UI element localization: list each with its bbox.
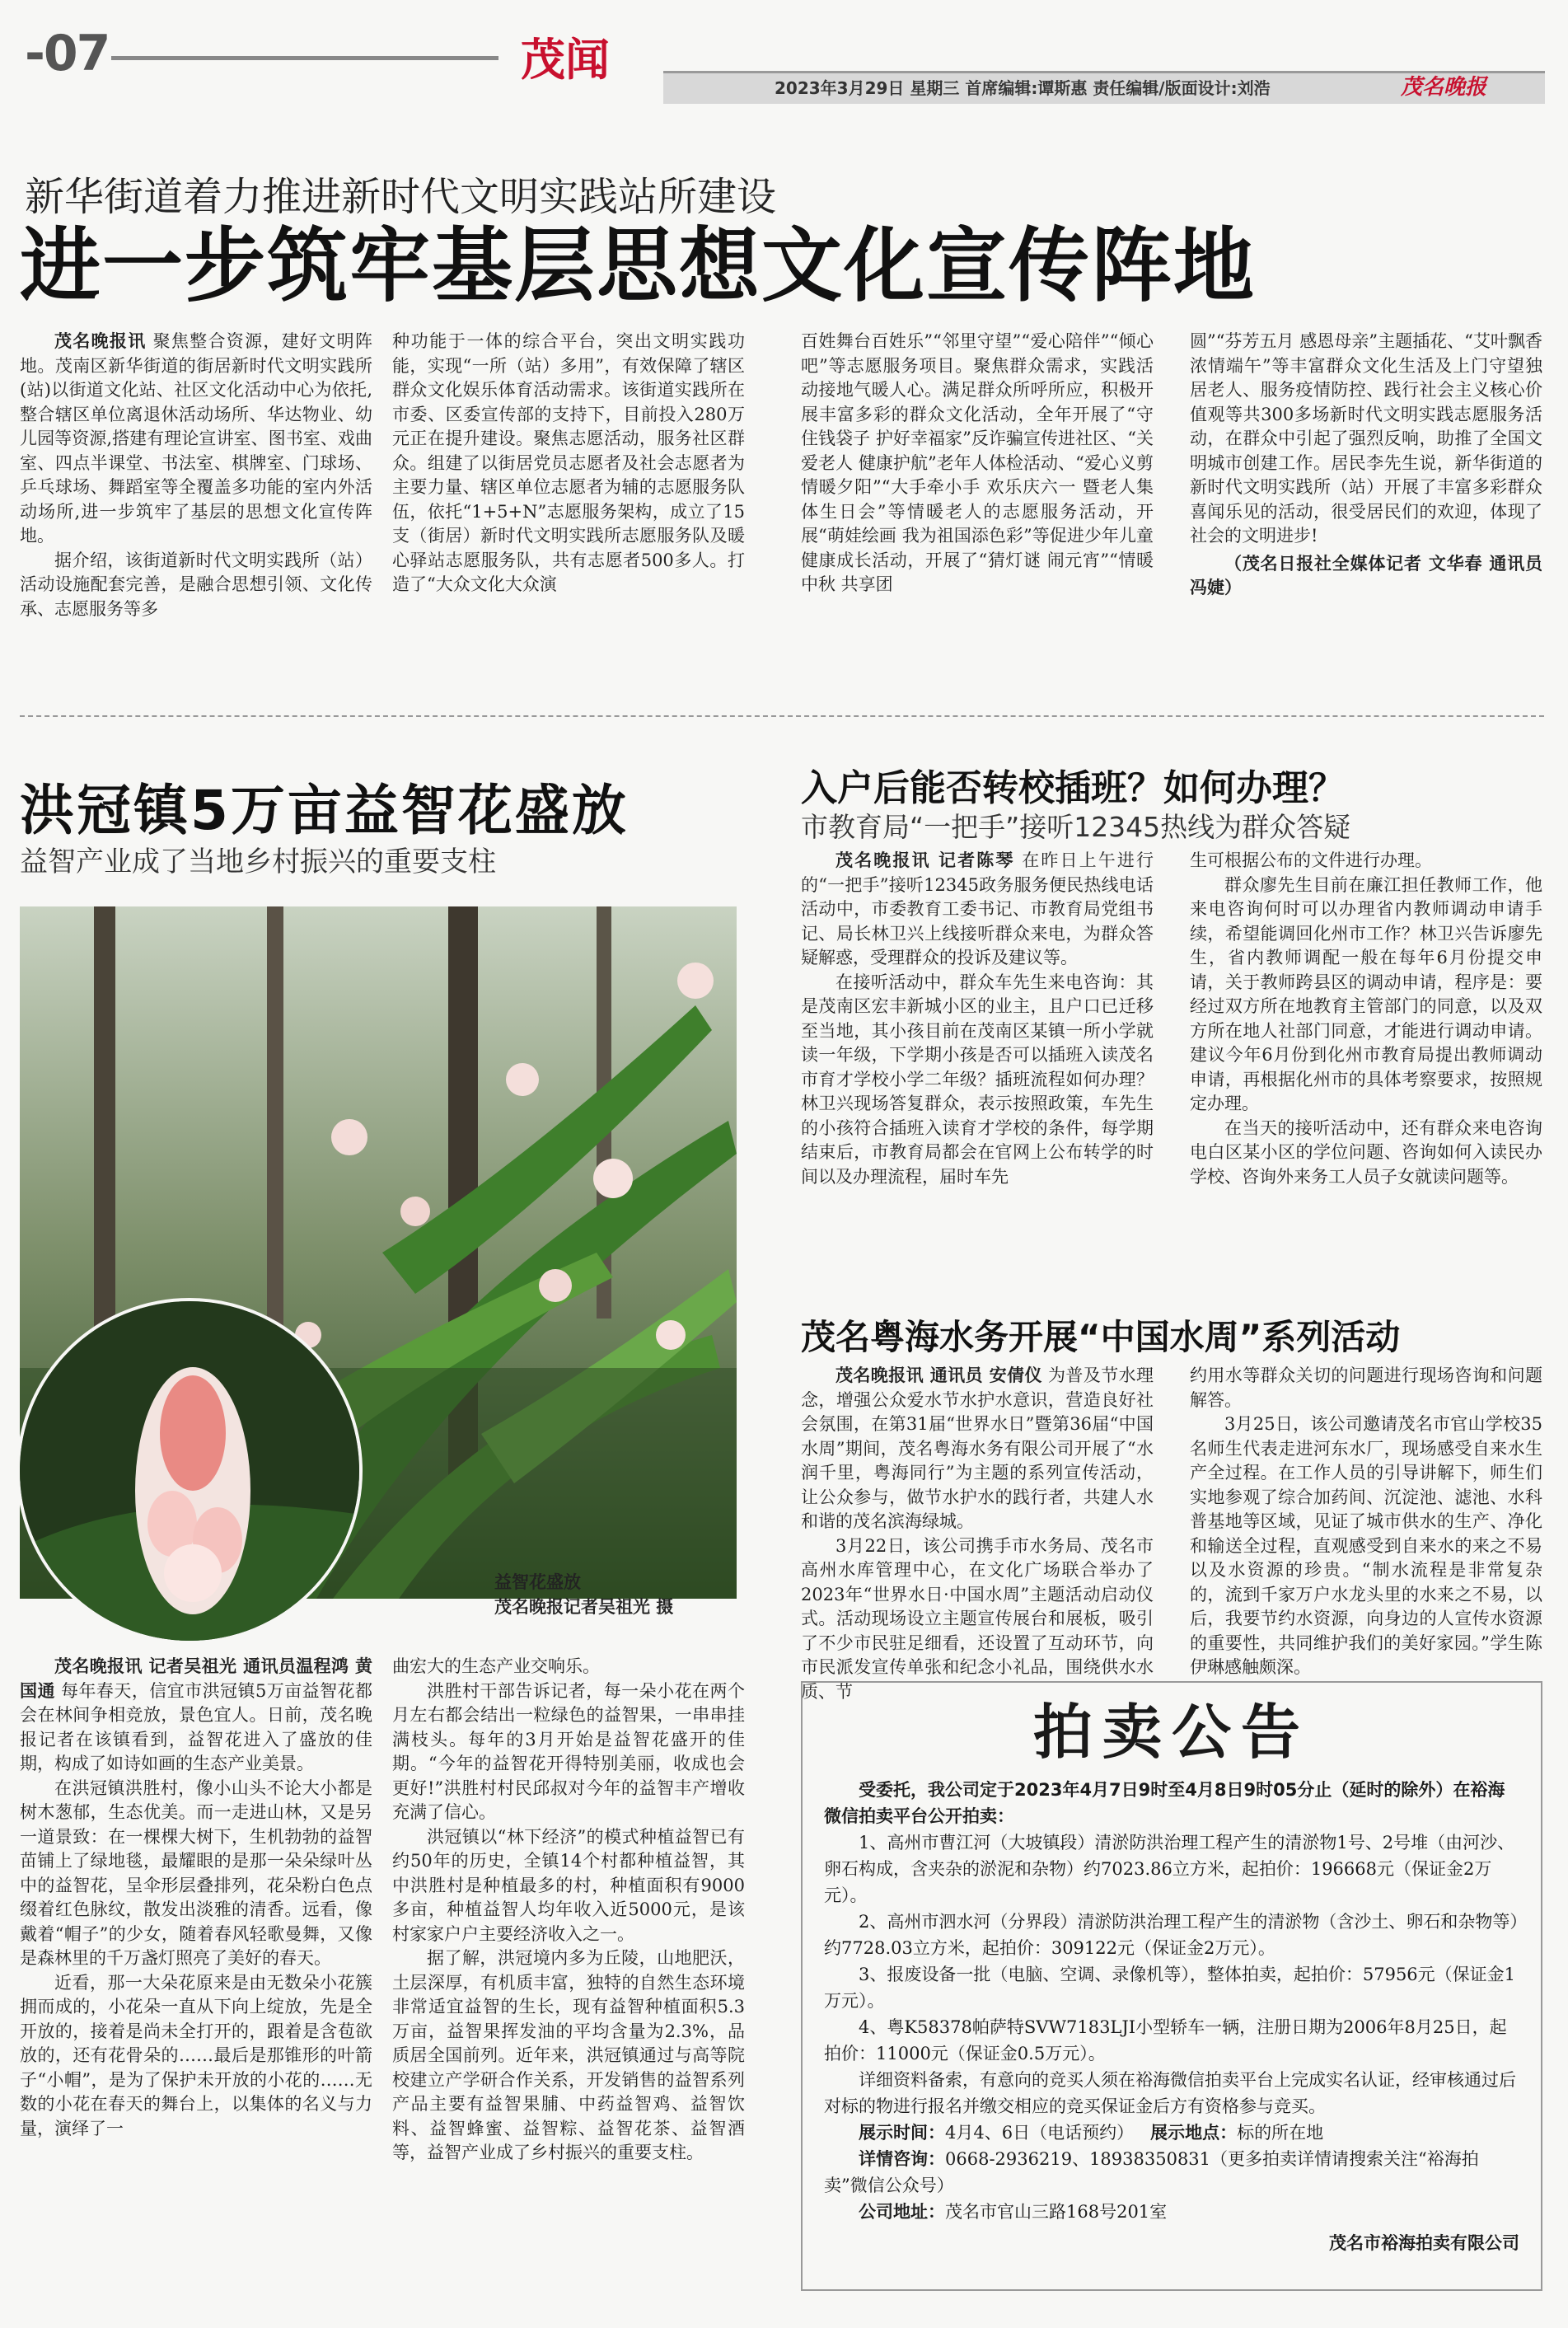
article3-column-1	[801, 849, 1154, 1189]
flower-closeup-photo	[16, 1298, 363, 1644]
article2-text-2d: 据了解，洪冠境内多为丘陵，山地肥沃，土层深厚，有机质丰富，独特的自然生态环境非常适宜益智的生长，现有益智种植面积5.3万亩，益智果挥发油的平均含量为2.3%，品质居全国前列。近年来，洪冠镇通过与高等院校建立产学研合作关系，开发销售的益智系列产品主要有益智果脯、中药益智鸡、益智饮料、益智蜂蜜、益智粽、益智花茶、益智酒等，益智产业成了乡村振兴的重要支柱。	[392, 1948, 745, 2162]
article4-text-2b: 3月25日，该公司邀请茂名市官山学校35名师生代表走进河东水厂，现场感受自来水生产全过程。在工作人员的引导讲解下，师生们实地参观了综合加药间、沉淀池、滤池、水科普基地等区域，见证了城市供水的生产、净化和输送全过程，直观感受到自来水的来之不易以及水资源的珍贵。“制水流程是非常复杂的，流到千家万户水龙头里的水来之不易，以后，我要节约水资源，向身边的人宣传水资源的重要性，共同维护我们的美好家园。”学生陈伊琳感触颇深。	[1190, 1414, 1542, 1677]
auction-item-4: 4、粤K58378帕萨特SVW7183LJI小型轿车一辆，注册日期为2006年8月25日，起拍价：11000元（保证金0.5万元）。	[824, 2017, 1507, 2063]
article2-text-1: 每年春天，信宜市洪冠镇5万亩益智花都会在林间争相竞放，景色宜人。日前，茂名晚报记者在该镇看到，益智花进入了盛放的佳期，构成了如诗如画的生态产业美景。	[20, 1680, 373, 1773]
article4-text-1b: 3月22日，该公司携手市水务局、茂名市高州水库管理中心，在文化广场联合举办了2023年“世界水日·中国水周”主题活动启动仪式。活动现场设立主题宣传展台和展板，吸引了不少市民驻足细看，还设置了互动环节，向市民派发宣传单张和纪念小礼品，围绕供水水质、节	[801, 1535, 1154, 1702]
article4-text-2a: 约用水等群众关切的问题进行现场咨询和问题解答。	[1190, 1365, 1542, 1410]
issue-info-bar: 2023年3月29日 星期三 首席编辑:谭斯惠 责任编辑/版面设计:刘浩	[663, 71, 1545, 104]
auction-title: 拍卖公告	[1032, 1698, 1310, 1767]
company-address: 茂名市官山三路168号201室	[945, 2202, 1168, 2222]
show-time: 4月4、6日（电话预约）	[945, 2123, 1135, 2143]
article2-subtitle: 益智产业成了当地乡村振兴的重要支柱	[20, 845, 496, 878]
article3-dateline: 茂名晚报讯 记者陈琴	[835, 850, 1015, 870]
article3-headline: 入户后能否转校插班？如何办理？	[801, 767, 1345, 809]
newspaper-logo: 茂名晚报	[1401, 75, 1487, 100]
auction-item-1: 1、高州市曹江河（大坡镇段）清淤防洪治理工程产生的清淤物1号、2号堆（由河沙、卵石构成，含夹杂的淤泥和杂物）约7023.86立方米，起拍价：196668元（保证金2万元）。	[824, 1833, 1515, 1905]
article1-byline: （茂名日报社全媒体记者 文华春 通讯员 冯婕）	[1190, 553, 1542, 597]
article3-text-1: 在昨日上午进行的“一把手”接听12345政务服务便民热线电话活动中，市委教育工委书记、市教育局党组书记、局长林卫兴上线接听群众来电，为群众答疑解惑，受理群众的投诉及建议等。	[801, 850, 1154, 967]
article3-column-2	[1190, 849, 1542, 1189]
article2-text-2b: 洪胜村干部告诉记者，每一朵小花在两个月左右都会结出一粒绿色的益智果，一串串挂满枝头。每年的3月开始是益智花盛开的佳期。“今年的益智花开得特别美丽，收成也会更好!”洪胜村村民邱叔对今年的益智丰产增收充满了信心。	[392, 1680, 745, 1822]
article4-column-1	[801, 1364, 1154, 1704]
article2-column-2	[392, 1655, 745, 2166]
article2-dateline: 茂名晚报讯 记者吴祖光 通讯员温程鸿 黄国通	[20, 1656, 372, 1701]
auction-note: 详细资料备索，有意向的竞买人须在裕海微信拍卖平台上完成实名认证，经审核通过后对标的物进行报名并缴交相应的竞买保证金后方有资格参与竞买。	[824, 2070, 1516, 2116]
article3-subtitle: 市教育局“一把手”接听12345热线为群众答疑	[801, 811, 1351, 843]
article1-column-1	[20, 330, 372, 621]
article1-column-2	[392, 330, 745, 597]
article1-text-1: 聚焦整合资源，建好文明阵地。茂南区新华街道的街居新时代文明实践所(站)以街道文化站、社区文化活动中心为依托,整合辖区单位离退休活动场所、华达物业、幼儿园等资源,搭建有理论宣讲室、图书室、戏曲室、四点半课堂、书法室、棋牌室、门球场、乒乓球场、舞蹈室等全覆盖多功能的室内外活动场所,进一步筑牢了基层的思想文化宣传阵地。	[20, 331, 372, 546]
auction-item-2: 2、高州市泗水河（分界段）清淤防洪治理工程产生的清淤物（含沙土、卵石和杂物等）约7728.03立方米，起拍价：309122元（保证金2万元）。	[824, 1912, 1519, 1958]
article4-dateline: 茂名晚报讯 通讯员 安倩仪	[835, 1365, 1042, 1385]
article2-headline: 洪冠镇5万亩益智花盛放	[20, 779, 629, 842]
article1-column-3	[801, 330, 1154, 597]
auction-item-3: 3、报废设备一批（电脑、空调、录像机等），整体拍卖，起拍价：57956元（保证金1万元）。	[824, 1965, 1516, 2011]
article2-text-2c: 洪冠镇以“林下经济”的模式种植益智已有约50年的历史，全镇14个村都种植益智，其中洪胜村是种植最多的村，种植面积有9000多亩，种植益智人均年收入近5000元，是该村家家户户主要经济收入之一。	[392, 1826, 745, 1944]
show-place: 标的所在地	[1237, 2123, 1324, 2143]
article1-headline: 进一步筑牢基层思想文化宣传阵地	[20, 219, 1257, 313]
article2-text-2a: 曲宏大的生态产业交响乐。	[392, 1656, 600, 1676]
auction-company: 茂名市裕海拍卖有限公司	[1329, 2233, 1519, 2253]
section-divider	[20, 715, 1544, 717]
article3-text-2c: 在当天的接听活动中，还有群众来电咨询电白区某小区的学位问题、咨询如何入读民办学校、咨询外来务工人员子女就读问题等。	[1190, 1117, 1542, 1187]
article1-text-2: 种功能于一体的综合平台，突出文明实践功能，实现“一所（站）多用”，有效保障了辖区群众文化娱乐体育活动需求。该街道实践所在市委、区委宣传部的支持下，目前投入280万元正在提升建设。聚焦志愿活动，服务社区群众。组建了以街居党员志愿者及社会志愿者为主要力量、辖区单位志愿者为辅的志愿服务队伍，依托“1+5+N”志愿服务架构，成立了15支（街居）新时代文明实践所志愿服务队及暖心驿站志愿服务队，共有志愿者500多人。打造了“大众文化大众演	[392, 331, 745, 594]
page-number: -07	[25, 25, 110, 82]
caption-credit: 茂名晚报记者吴祖光 摄	[494, 1597, 674, 1617]
article1-text-3: 百姓舞台百姓乐”“邻里守望”“爱心陪伴”“倾心吧”等志愿服务项目。聚焦群众需求，实践活动接地气暖人心。满足群众所呼所应，积极开展丰富多彩的群众文化活动，全年开展了“守住钱袋子 护好幸福家”反诈骗宣传进社区、“关爱老人 健康护航”老年人体检活动、“爱心义剪 情暖夕阳”“大手牵小手 欢乐庆六一 暨老人集体生日会”等情暖老人的志愿服务活动，开展“萌娃绘画 我为祖国添色彩”等促进少年儿童健康成长活动，开展了“猜灯谜 闹元宵”“情暖中秋 共享团	[801, 331, 1154, 594]
article1-subtitle: 新华街道着力推进新时代文明实践站所建设	[25, 174, 777, 220]
article1-column-4	[1190, 330, 1542, 601]
article1-text-1b: 据介绍，该街道新时代文明实践所（站）活动设施配套完善，是融合思想引领、文化传承、志愿服务等多	[20, 550, 372, 619]
show-place-label: 展示地点：	[1150, 2123, 1238, 2143]
article3-text-2b: 群众廖先生目前在廉江担任教师工作，他来电咨询何时可以办理省内教师调动申请手续，希望能调回化州市工作？林卫兴告诉廖先生，省内教师调配一般在每年6月份提交申请，关于教师跨县区的调动申请，程序是：要经过双方所在地教育主管部门的同意，以及双方所在地人社部门同意，才能进行调动申请。建议今年6月份到化州市教育局提出教师调动申请，再根据化州市的具体考察要求，按照规定办理。	[1190, 874, 1542, 1113]
article4-column-2	[1190, 1364, 1542, 1680]
article2-column-1	[20, 1655, 372, 2141]
article1-dateline: 茂名晚报讯	[54, 331, 147, 351]
show-time-label: 展示时间：	[859, 2123, 945, 2143]
article3-text-1b: 在接听活动中，群众车先生来电咨询：其是茂南区宏丰新城小区的业主，且户口已迁移至当地，其小孩目前在茂南区某镇一所小学就读一年级，下学期小孩是否可以插班入读茂名市育才学校小学二年级？插班流程如何办理？林卫兴现场答复群众，表示按照政策，车先生的小孩符合插班入读育才学校的条件，每学期结束后，市教育局都会在官网上公布转学的时间以及办理流程，届时车先	[801, 972, 1154, 1187]
contact-info: 0668-2936219、18938350831（更多拍卖详情请搜索关注“裕海拍卖”微信公众号）	[824, 2149, 1479, 2195]
section-name: 茂闻	[521, 33, 610, 86]
address-label: 公司地址：	[859, 2202, 945, 2222]
masthead-rule	[111, 56, 498, 60]
article1-text-4: 圆”“芬芳五月 感恩母亲”主题插花、“艾叶飘香 浓情端午”等丰富群众文化生活及上门守望独居老人、服务疫情防控、践行社会主义核心价值观等共300多场新时代文明实践志愿服务活动，在群众中引起了强烈反响，助推了全国文明城市创建工作。居民李先生说，新华街道的新时代文明实践所（站）开展了丰富多彩群众喜闻乐见的活动，很受居民们的欢迎，体现了社会的文明进步!	[1190, 331, 1542, 546]
caption-title: 益智花盛放	[494, 1572, 581, 1592]
auction-notice	[801, 1681, 1542, 2291]
contact-label: 详情咨询：	[859, 2149, 945, 2169]
article3-text-2a: 生可根据公布的文件进行办理。	[1190, 850, 1432, 870]
article4-headline: 茂名粤海水务开展“中国水周”系列活动	[801, 1317, 1401, 1357]
article4-text-1: 为普及节水理念，增强公众爱水节水护水意识，营造良好社会氛围，在第31届“世界水日”暨第36届“中国水周”期间，茂名粤海水务有限公司开展了“水润千里，粤海同行”为主题的系列宣传活动，让公众参与，做节水护水的践行者，共建人水和谐的茂名滨海绿城。	[801, 1365, 1154, 1531]
auction-intro: 受委托，我公司定于2023年4月7日9时至4月8日9时05分止（延时的除外）在裕海微信拍卖平台公开拍卖：	[824, 1780, 1505, 1826]
article2-text-1c: 近看，那一大朵花原来是由无数朵小花簇拥而成的，小花朵一直从下向上绽放，先是全开放的，接着是尚未全打开的，跟着是含苞欲放的，还有花骨朵的……最后是那锥形的叶箭子“小帽”，是为了保护未开放的小花的……无数的小花在春天的舞台上，以集体的名义与力量，演绎了一	[20, 1972, 372, 2138]
photo-caption	[494, 1570, 673, 1619]
article2-text-1b: 在洪冠镇洪胜村，像小山头不论大小都是树木葱郁，生态优美。而一走进山林，又是另一道景致：在一棵棵大树下，生机勃勃的益智苗铺上了绿地毯，最耀眼的是那一朵朵绿叶丛中的益智花，呈伞形层叠排列，花朵粉白色点缀着红色脉纹，散发出淡雅的清香。远看，像戴着“帽子”的少女，随着春风轻歌曼舞，又像是森林里的千万盏灯照亮了美好的春天。	[20, 1778, 372, 1968]
